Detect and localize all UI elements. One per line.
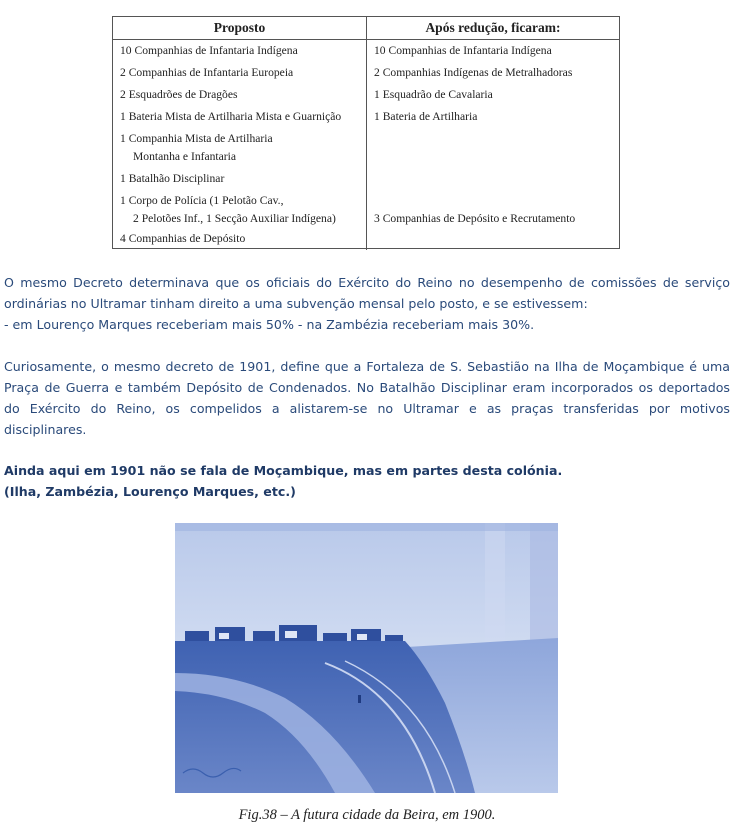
- after-reduction-item: 2 Companhias Indígenas de Metralhadoras: [374, 66, 573, 79]
- after-reduction-item: 3 Companhias de Depósito e Recrutamento: [374, 212, 576, 225]
- photo-illustration: [175, 523, 558, 793]
- proposed-item: 1 Bateria Mista de Artilharia Mista e Guarnição: [120, 110, 342, 123]
- forces-table: [112, 16, 620, 249]
- proposed-item: 2 Companhias de Infantaria Europeia: [120, 66, 294, 79]
- proposed-item: 4 Companhias de Depósito: [120, 232, 246, 245]
- paragraph-colony-note: Ainda aqui em 1901 não se fala de Moçambique, mas em partes desta colónia. (Ilha, Zambézia, Lourenço Marques, etc.): [4, 463, 563, 499]
- proposed-item: 1 Companhia Mista de Artilharia Montanha e Infantaria: [120, 132, 273, 163]
- proposed-column: [113, 40, 367, 250]
- after-reduction-item: 10 Companhias de Infantaria Indígena: [374, 44, 552, 57]
- beira-1900-photo: [175, 523, 558, 793]
- after-reduction-item: 1 Esquadrão de Cavalaria: [374, 88, 493, 101]
- after-reduction-item: 1 Bateria de Artilharia: [374, 110, 478, 123]
- after-reduction-column: [367, 40, 619, 250]
- table-header-after-reduction: Após redução, ficaram:: [425, 20, 561, 35]
- proposed-item: 10 Companhias de Infantaria Indígena: [120, 44, 298, 57]
- table-body: [113, 40, 619, 250]
- table-header-proposed: Proposto: [113, 17, 367, 39]
- paragraph-decree-subsidy: O mesmo Decreto determinava que os oficiais do Exército do Reino no desempenho de comissões de serviço ordinárias no Ultramar tinham direito a uma subvenção mensal pelo posto, e se estivessem: - em Lourenço Marques receberiam mais 50% - na Zambézia receberiam mais 30%.: [4, 275, 730, 332]
- proposed-item: 2 Esquadrões de Dragões: [120, 88, 238, 101]
- paragraph-fortress: Curiosamente, o mesmo decreto de 1901, define que a Fortaleza de S. Sebastião na Ilha de Moçambique é uma Praça de Guerra e também Depósito de Condenados. No Batalhão Disciplinar eram incorporados os deportados do Exército do Reino, os compelidos a alistarem-se no Ultramar e as praças transferidas por motivos disciplinares.: [4, 359, 730, 437]
- proposed-item: 1 Corpo de Polícia (1 Pelotão Cav., 2 Pelotões Inf., 1 Secção Auxiliar Indígena): [120, 194, 336, 225]
- figure-caption: Fig.38 – A futura cidade da Beira, em 1900.: [238, 807, 496, 823]
- proposed-item: 1 Batalhão Disciplinar: [120, 172, 225, 185]
- table-header-row: [113, 17, 619, 40]
